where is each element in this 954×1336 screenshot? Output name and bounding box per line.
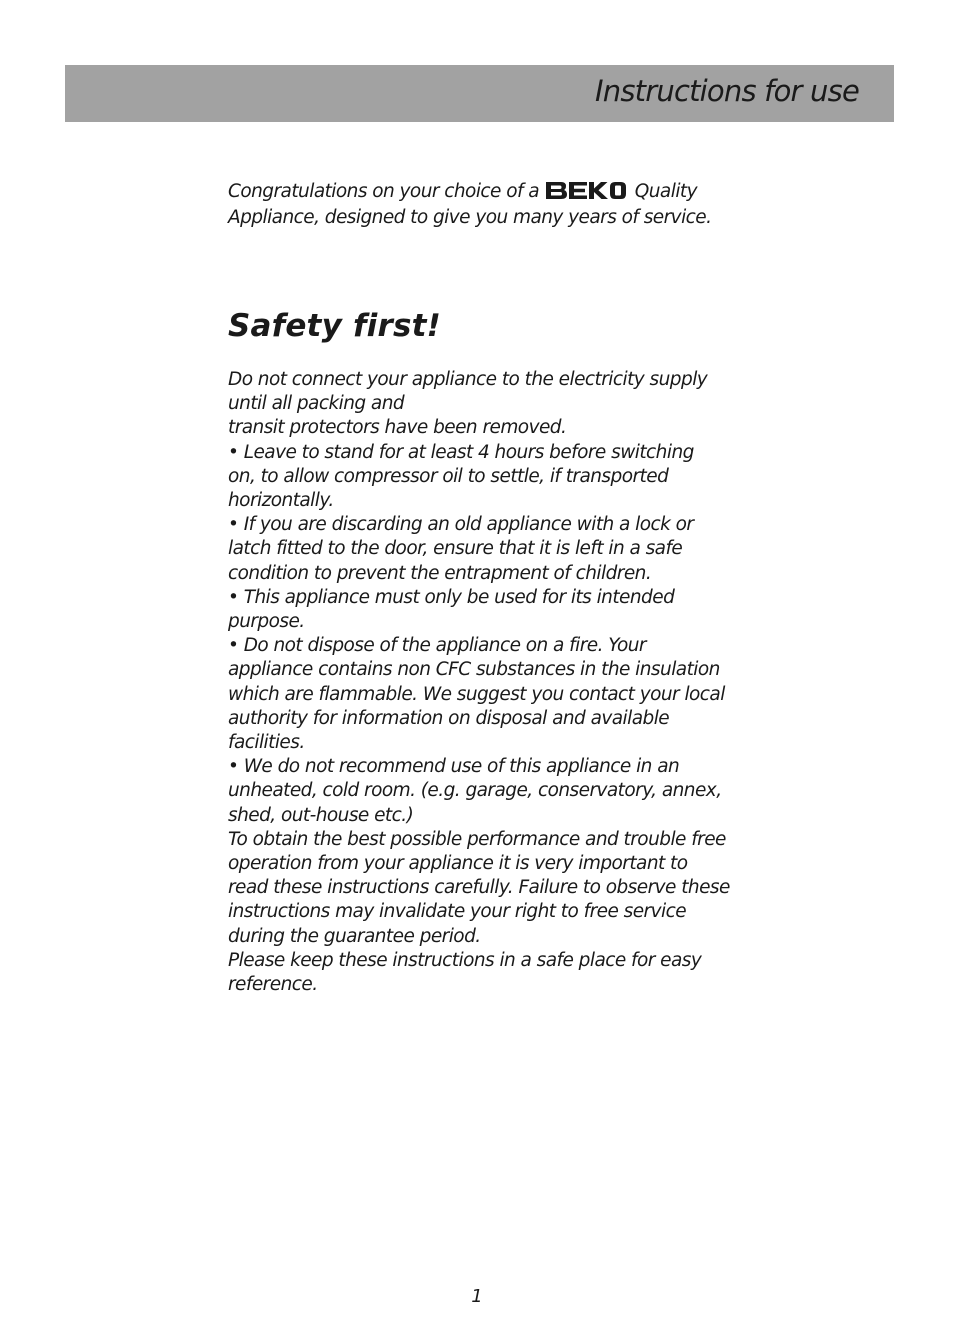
safety-line: authority for information on disposal and available — [228, 707, 670, 729]
safety-line: appliance contains non CFC substances in the insulation — [228, 659, 720, 681]
safety-line: horizontally. — [228, 490, 334, 512]
safety-line: transit protectors have been removed. — [228, 417, 567, 439]
safety-line: unheated, cold room. (e.g. garage, conservatory, annex, — [228, 780, 722, 802]
safety-line: reference. — [228, 974, 318, 996]
safety-heading: Safety first! — [228, 308, 441, 344]
safety-line: until all packing and — [228, 393, 405, 415]
safety-line: • Do not dispose of the appliance on a fire. Your — [228, 635, 646, 657]
header-bar — [65, 65, 894, 122]
safety-line: which are flammable. We suggest you contact your local — [228, 683, 725, 705]
safety-line: Please keep these instructions in a safe place for easy — [228, 949, 702, 971]
safety-line: • Leave to stand for at least 4 hours before switching — [228, 441, 694, 463]
safety-line: condition to prevent the entrapment of children. — [228, 562, 652, 584]
intro-paragraph — [228, 180, 728, 230]
safety-line: • If you are discarding an old appliance with a lock or — [228, 514, 694, 536]
safety-line: during the guarantee period. — [228, 925, 481, 947]
safety-line: facilities. — [228, 732, 305, 754]
intro-text-after-logo: Quality — [634, 181, 698, 202]
safety-body — [228, 368, 728, 997]
page-number: 1 — [471, 1286, 483, 1307]
safety-line: read these instructions carefully. Failure to observe these — [228, 877, 730, 899]
safety-line: • This appliance must only be used for its intended — [228, 586, 675, 608]
safety-line: latch fitted to the door, ensure that it is left in a safe — [228, 538, 683, 560]
safety-line: Do not connect your appliance to the electricity supply — [228, 369, 708, 390]
beko-logo — [545, 182, 627, 206]
safety-line: on, to allow compressor oil to settle, if transported — [228, 465, 669, 487]
safety-line: operation from your appliance it is very important to — [228, 853, 688, 875]
safety-line: shed, out-house etc.) — [228, 804, 414, 826]
intro-text-before-logo: Congratulations on your choice of a — [228, 181, 540, 202]
intro-line-2: Appliance, designed to give you many years of service. — [228, 207, 712, 229]
intro-line-1 — [228, 180, 728, 206]
safety-line: • We do not recommend use of this appliance in an — [228, 756, 680, 778]
safety-line: purpose. — [228, 611, 305, 633]
page-header-title: Instructions for use — [595, 74, 859, 108]
safety-line: instructions may invalidate your right to free service — [228, 901, 687, 923]
safety-line: To obtain the best possible performance and trouble free — [228, 828, 726, 850]
